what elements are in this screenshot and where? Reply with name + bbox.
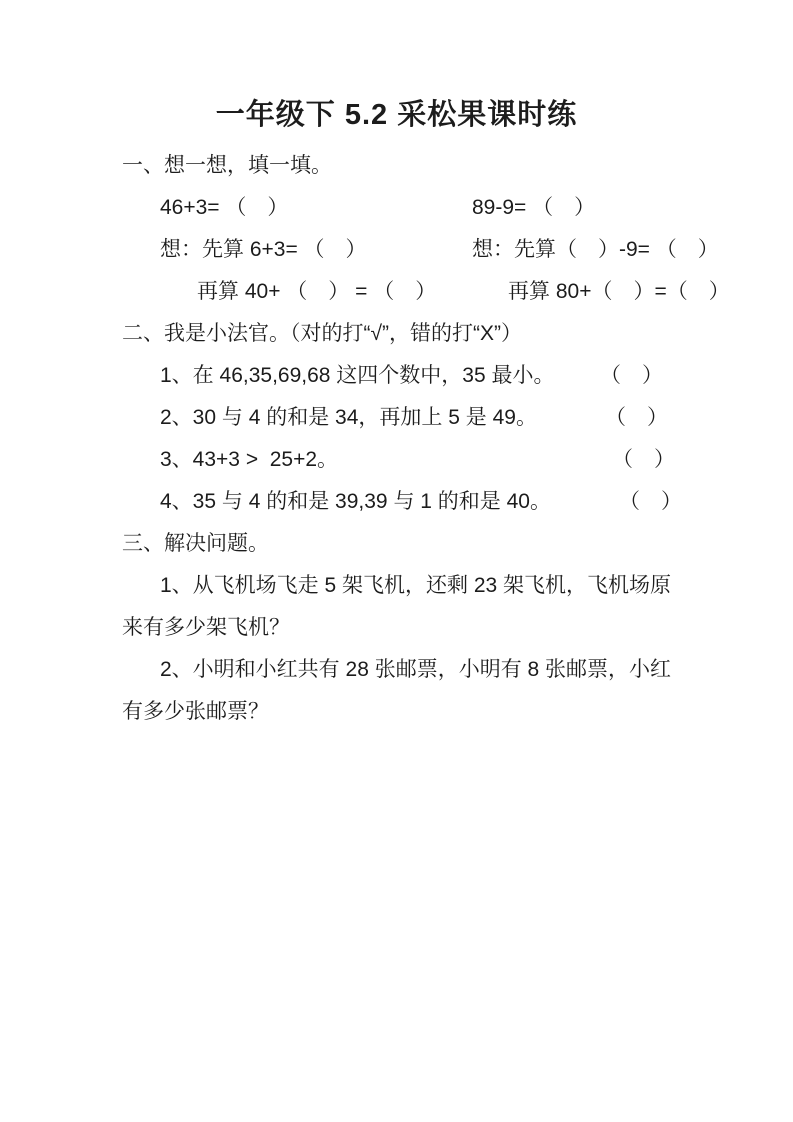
answer-blank-1: （ ） (600, 364, 663, 387)
section1-right-then-line: 再算 80+（ ）=（ ） (508, 280, 730, 303)
judge-statement-1: 1、在 46,35,69,68 这四个数中，35 最小。 (160, 364, 555, 387)
section2-item-1 (122, 355, 672, 397)
section1-row-2 (122, 229, 719, 271)
section2-item-2 (122, 397, 672, 439)
answer-blank-4: （ ） (619, 490, 682, 513)
section1-left-think-line: 想：先算 6+3= （ ） (160, 238, 367, 261)
section1-row-3 (122, 271, 730, 313)
word-problem-2: 2、小明和小红共有 28 张邮票，小明有 8 张邮票，小红有多少张邮票？ (122, 658, 672, 723)
judge-statement-3: 3、43+3 > 25+2。 (160, 448, 339, 471)
section1-row-1 (122, 187, 672, 229)
judge-statement-4: 4、35 与 4 的和是 39,39 与 1 的和是 40。 (160, 490, 551, 513)
section2-item-3 (122, 439, 675, 481)
section1-left-then-line: 再算 40+ （ ） = （ ） (197, 280, 437, 303)
section1-right-think-line: 想：先算（ ）-9= （ ） (472, 238, 719, 261)
word-problem-1: 1、从飞机场飞走 5 架飞机，还剩 23 架飞机，飞机场原来有多少架飞机？ (122, 574, 672, 639)
section3-heading: 三、解决问题。 (122, 532, 269, 555)
answer-blank-3: （ ） (612, 448, 675, 471)
section2-heading: 二、我是小法官。（对的打“√”，错的打“X”） (122, 322, 523, 345)
judge-statement-2: 2、30 与 4 的和是 34，再加上 5 是 49。 (160, 406, 537, 429)
section2-item-4 (122, 481, 682, 523)
section1-left-equation-1: 46+3= （ ） (160, 196, 289, 219)
page-title: 一年级下 5.2 采松果课时练 (215, 99, 578, 131)
section1-right-equation-1: 89-9= （ ） (472, 196, 596, 219)
worksheet-content (0, 145, 793, 733)
section1-heading: 一、想一想，填一填。 (122, 154, 332, 177)
answer-blank-2: （ ） (605, 406, 668, 429)
